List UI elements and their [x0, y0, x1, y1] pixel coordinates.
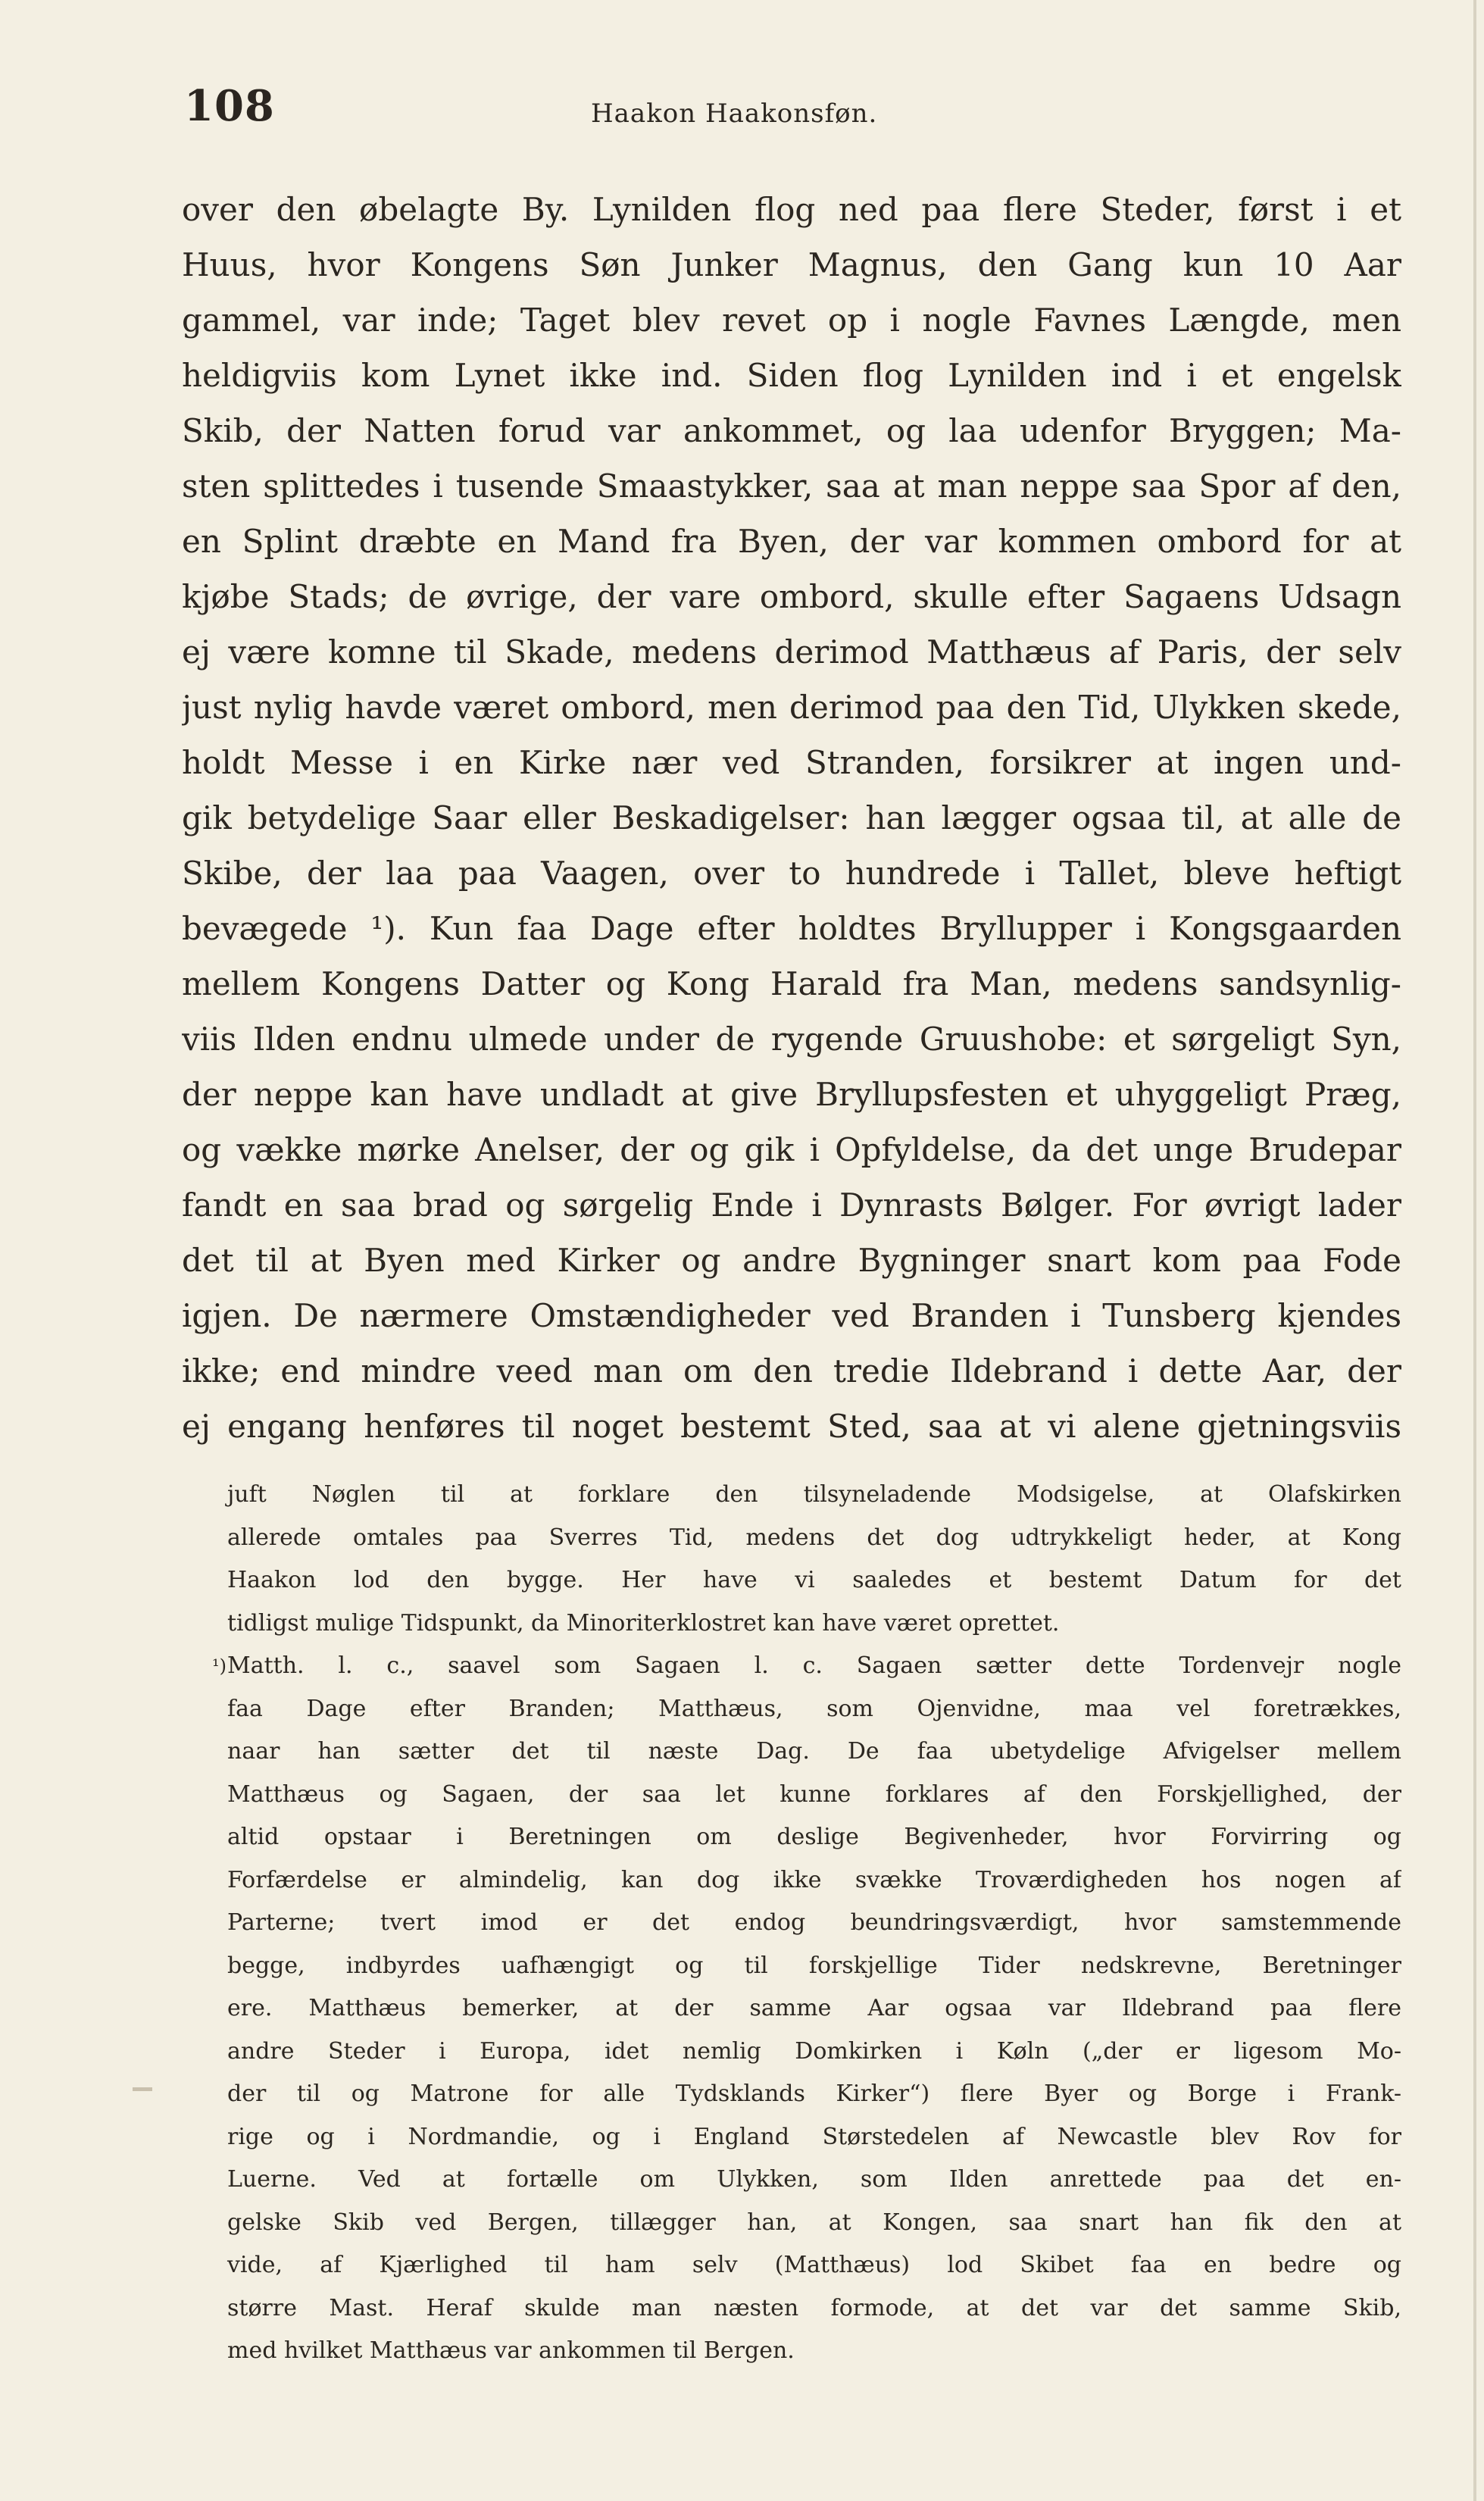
footnote-continuation-line: tidligst mulige Tidspunkt, da Minoriterklostret kan have været oprettet.	[227, 1609, 1060, 1637]
footnote-line: Matth. l. c., saavel som Sagaen l. c. Sagaen sætter dette Tordenvejr nogle	[227, 1652, 1401, 1679]
margin-mark	[133, 2087, 152, 2091]
running-title: Haakon Haakonsføn.	[591, 98, 878, 129]
text-line: ej engang henføres til noget bestemt Sted, saa at vi alene gjetningsviis	[182, 1408, 1401, 1445]
text-line: det til at Byen med Kirker og andre Bygninger snart kom paa Fode	[182, 1242, 1401, 1279]
text-line: ej være komne til Skade, medens derimod Matthæus af Paris, der selv	[182, 633, 1401, 671]
text-line: holdt Messe i en Kirke nær ved Stranden, forsikrer at ingen und-	[182, 744, 1401, 781]
footnote-marker: ¹)	[212, 1655, 227, 1677]
footnote-line: større Mast. Heraf skulde man næsten formode, at det var det samme Skib,	[227, 2294, 1401, 2321]
text-line: Skib, der Natten forud var ankommet, og laa udenfor Bryggen; Ma-	[182, 412, 1401, 449]
text-line: gik betydelige Saar eller Beskadigelser: han lægger ogsaa til, at alle de	[182, 799, 1401, 836]
footnote-line: rige og i Nordmandie, og i England Størstedelen af Newcastle blev Rov for	[227, 2123, 1401, 2150]
footnote-line: altid opstaar i Beretningen om deslige Begivenheder, hvor Forvirring og	[227, 1824, 1401, 1850]
text-line: kjøbe Stads; de øvrige, der vare ombord, skulle efter Sagaens Udsagn	[182, 578, 1401, 615]
footnote-line: ere. Matthæus bemerker, at der samme Aar ogsaa var Ildebrand paa flere	[227, 1995, 1401, 2021]
text-line: heldigviis kom Lynet ikke ind. Siden flog Lynilden ind i et engelsk	[182, 357, 1401, 394]
footnote-line: naar han sætter det til næste Dag. De faa ubetydelige Afvigelser mellem	[227, 1738, 1401, 1765]
footnote-line: andre Steder i Europa, idet nemlig Domkirken i Køln („der er ligesom Mo-	[227, 2037, 1401, 2065]
page-edge	[1473, 0, 1476, 2501]
page-number: 108	[184, 81, 275, 131]
text-line: og vække mørke Anelser, der og gik i Opfyldelse, da det unge Brudepar	[182, 1131, 1401, 1168]
text-line: fandt en saa brad og sørgelig Ende i Dynrasts Bølger. For øvrigt lader	[182, 1186, 1401, 1224]
text-line: ikke; end mindre veed man om den tredie Ildebrand i dette Aar, der	[182, 1352, 1401, 1390]
text-line: viis Ilden endnu ulmede under de rygende Gruushobe: et sørgeligt Syn,	[182, 1021, 1401, 1058]
footnote-line: Forfærdelse er almindelig, kan dog ikke svække Troværdigheden hos nogen af	[227, 1866, 1401, 1893]
footnote-line: faa Dage efter Branden; Matthæus, som Ojenvidne, maa vel foretrækkes,	[227, 1695, 1401, 1722]
text-line: Skibe, der laa paa Vaagen, over to hundrede i Tallet, bleve heftigt	[182, 855, 1401, 892]
footnote-line: Matthæus og Sagaen, der saa let kunne forklares af den Forskjellighed, der	[227, 1780, 1401, 1808]
text-line: bevægede ¹). Kun faa Dage efter holdtes Bryllupper i Kongsgaarden	[182, 910, 1401, 947]
footnote-line: med hvilket Matthæus var ankommen til Bergen.	[227, 2337, 795, 2364]
main-text	[182, 182, 1401, 1454]
text-line: sten splittedes i tusende Smaastykker, saa at man neppe saa Spor af den,	[182, 467, 1401, 505]
text-line: der neppe kan have undladt at give Bryllupsfesten et uhyggeligt Præg,	[182, 1076, 1401, 1113]
footnote-line: gelske Skib ved Bergen, tillægger han, at Kongen, saa snart han fik den at	[227, 2209, 1401, 2236]
footnote-line: Luerne. Ved at fortælle om Ulykken, som Ilden anrettede paa det en-	[227, 2166, 1401, 2193]
text-line: Huus, hvor Kongens Søn Junker Magnus, den Gang kun 10 Aar	[182, 246, 1401, 283]
text-line: over den øbelagte By. Lynilden flog ned paa flere Steder, først i et	[182, 191, 1401, 228]
text-line: igjen. De nærmere Omstændigheder ved Branden i Tunsberg kjendes	[182, 1297, 1401, 1334]
text-line: mellem Kongens Datter og Kong Harald fra Man, medens sandsynlig-	[182, 965, 1401, 1002]
text-line: just nylig havde været ombord, men derimod paa den Tid, Ulykken skede,	[182, 689, 1401, 726]
footnote-continuation-line: Haakon lod den bygge. Her have vi saaledes et bestemt Datum for det	[227, 1567, 1401, 1593]
footnote-continuation-line: juft Nøglen til at forklare den tilsyneladende Modsigelse, at Olafskirken	[227, 1481, 1401, 1508]
text-line: gammel, var inde; Taget blev revet op i nogle Favnes Længde, men	[182, 302, 1401, 339]
footnote-line: begge, indbyrdes uafhængigt og til forskjellige Tider nedskrevne, Beretninger	[227, 1952, 1401, 1979]
footnotes	[182, 1474, 1401, 2373]
footnote-line: vide, af Kjærlighed til ham selv (Matthæus) lod Skibet faa en bedre og	[227, 2252, 1401, 2278]
text-line: en Splint dræbte en Mand fra Byen, der var kommen ombord for at	[182, 523, 1401, 560]
footnote-line: der til og Matrone for alle Tydsklands Kirker“) flere Byer og Borge i Frank-	[227, 2081, 1401, 2107]
footnote-line: Parterne; tvert imod er det endog beundringsværdigt, hvor samstemmende	[227, 1909, 1401, 1936]
footnote-continuation-line: allerede omtales paa Sverres Tid, medens det dog udtrykkeligt heder, at Kong	[227, 1524, 1401, 1551]
